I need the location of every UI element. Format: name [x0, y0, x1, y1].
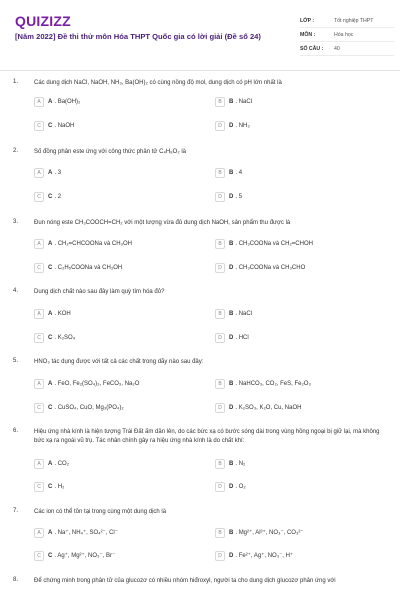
option-b[interactable]: B B . CH₃COONa và CH₂=CHOH [215, 237, 313, 250]
option-letter: C [48, 553, 53, 559]
option-text: K₂SO₃, K₂O, Cu, NaOH [238, 404, 302, 411]
option-letter: B [229, 460, 234, 467]
question-number: 8. [13, 577, 19, 583]
option-box: C [34, 121, 44, 131]
option-box: D [215, 403, 225, 413]
option-letter: A [48, 530, 53, 536]
option-c[interactable]: C C . C₂H₅COONa và CH₃OH [34, 261, 122, 274]
option-d[interactable]: D D . 5 [215, 190, 242, 203]
meta-value: Hóa học [334, 31, 354, 38]
option-box: B [215, 528, 225, 538]
option-b[interactable]: B B . N₂ [215, 457, 245, 470]
option-letter: C [48, 264, 53, 271]
option-box: D [215, 121, 225, 131]
option-d[interactable]: D D . O₂ [215, 480, 246, 493]
option-text: 2 [57, 193, 62, 200]
worksheet-header [0, 0, 400, 62]
question-number: 1. [13, 79, 19, 85]
option-letter: D [229, 553, 234, 559]
option-c[interactable]: C C . CuSO₄, CuO, Mg₃(PO₄)₂ [34, 401, 124, 414]
option-letter: B [229, 310, 234, 317]
option-letter: D [229, 483, 234, 490]
option-a[interactable]: A A . FeO, Fe₂(SO₄)₃, FeCO₃, Na₂O [34, 377, 139, 390]
option-text: NaHCO₃, CO₂, FeS, Fe₂O₃ [238, 380, 311, 387]
option-letter: A [48, 240, 53, 247]
option-c[interactable]: C C . H₂ [34, 480, 64, 493]
meta-label: MÔN : [300, 31, 316, 38]
option-box: C [34, 192, 44, 202]
question-text: Đun nóng este CH₃COOCH=CH₂ với một lượng vừa đủ dung dịch NaOH, sản phẩm thu được là [34, 220, 291, 226]
option-box: B [215, 97, 225, 107]
meta-row-subject [300, 28, 394, 42]
option-b[interactable]: B B . Mg²⁺, Al³⁺, NO₃⁻, CO₃²⁻ [215, 526, 304, 539]
option-letter: B [229, 530, 234, 536]
question-text: Số đồng phân este ứng với công thức phân tử C₄H₈O₂ là [34, 149, 187, 155]
option-c[interactable]: C C . 2 [34, 190, 61, 203]
option-box: A [34, 239, 44, 249]
option-box: B [215, 459, 225, 469]
option-text: H₂ [57, 483, 65, 490]
option-box: C [34, 263, 44, 273]
meta-row-class [300, 14, 394, 28]
option-text: 5 [238, 193, 243, 200]
option-c[interactable]: C C . Ag⁺, Mg²⁺, NO₃⁻, Br⁻ [34, 549, 115, 562]
option-a[interactable]: A A . CO₂ [34, 457, 69, 470]
meta-label: LỚP : [300, 17, 315, 24]
option-text: KOH [57, 310, 71, 317]
option-d[interactable]: D D . NH₃ [215, 119, 250, 132]
option-text: NaCl [238, 310, 253, 317]
question-text: Dung dịch chất nào sau đây làm quỳ tím hóa đỏ? [34, 289, 165, 295]
question-number: 7. [13, 508, 19, 514]
option-text: CH₂=CHCOONa và CH₃OH [57, 240, 132, 247]
option-box: A [34, 379, 44, 389]
option-text: Ag⁺, Mg²⁺, NO₃⁻, Br⁻ [57, 553, 116, 559]
option-box: D [215, 263, 225, 273]
option-letter: C [48, 404, 53, 411]
option-a[interactable]: A A . CH₂=CHCOONa và CH₃OH [34, 237, 132, 250]
option-text: CH₃COONa và CH₂=CHOH [238, 240, 313, 247]
option-d[interactable]: D D . Fe²⁺, Ag⁺, NO₃⁻, H⁺ [215, 549, 293, 562]
question-text: Hiệu ứng nhà kính là hiện tượng Trái Đất ấm dần lên, do các bức xạ có bước sóng dài trong vùng hồng ngoại bị giữ lại, mà không bức xạ ra ngoài vũ trụ. Tác nhân chính gây ra hiệu ứng nhà kính là do chất khí: [34, 429, 380, 444]
option-text: CuSO₄, CuO, Mg₃(PO₄)₂ [57, 404, 124, 411]
option-text: NaCl [238, 98, 253, 105]
option-box: C [34, 333, 44, 343]
option-letter: C [48, 334, 53, 341]
option-b[interactable]: B B . NaCl [215, 95, 252, 108]
option-text: HCl [238, 334, 249, 341]
option-letter: D [229, 334, 234, 341]
option-box: B [215, 239, 225, 249]
option-text: Fe²⁺, Ag⁺, NO₃⁻, H⁺ [238, 553, 294, 559]
option-a[interactable]: A A . 3 [34, 166, 61, 179]
option-box: C [34, 551, 44, 561]
question-number: 4. [13, 288, 19, 294]
worksheet-title: [Năm 2022] Đề thi thử môn Hóa THPT Quốc gia có lời giải (Đề số 24) [15, 32, 261, 41]
option-letter: A [48, 310, 53, 317]
option-letter: A [48, 460, 53, 467]
worksheet-meta [300, 14, 394, 56]
option-box: B [215, 309, 225, 319]
question-number: 6. [13, 428, 19, 434]
question-number: 3. [13, 219, 19, 225]
option-text: C₂H₅COONa và CH₃OH [57, 264, 123, 271]
option-letter: D [229, 193, 234, 200]
option-d[interactable]: D D . HCl [215, 331, 249, 344]
option-text: K₂SO₄ [57, 334, 76, 341]
option-letter: B [229, 169, 234, 176]
option-text: NaOH [57, 122, 75, 129]
option-text: FeO, Fe₂(SO₄)₃, FeCO₃, Na₂O [57, 380, 140, 387]
option-box: C [34, 403, 44, 413]
quizizz-logo: QUIZIZZ [15, 13, 71, 29]
option-letter: B [229, 240, 234, 247]
option-letter: D [229, 122, 234, 129]
option-text: 4 [238, 169, 243, 176]
option-text: Na⁺, NH₄⁺, SO₄²⁻, Cl⁻ [57, 530, 118, 536]
question-text: Các dung dịch NaCl, NaOH, NH₃, Ba(OH)₂ có cùng nồng độ mol, dung dịch có pH lớn nhất là [34, 80, 282, 86]
option-text: CH₃COONa và CH₃CHO [238, 264, 306, 271]
option-box: A [34, 528, 44, 538]
option-letter: B [229, 380, 234, 387]
meta-row-count [300, 42, 394, 56]
option-letter: C [48, 483, 53, 490]
option-b[interactable]: B B . 4 [215, 166, 242, 179]
option-text: N₂ [238, 460, 246, 467]
meta-value: Tốt nghiệp THPT [334, 17, 374, 24]
option-letter: D [229, 404, 234, 411]
option-letter: C [48, 193, 53, 200]
option-box: D [215, 482, 225, 492]
option-box: D [215, 551, 225, 561]
option-text: Ba(OH)₂ [57, 98, 81, 105]
header-divider [0, 70, 400, 71]
option-a[interactable]: A A . KOH [34, 307, 71, 320]
question-text: HNO₃ tác dụng được với tất cả các chất trong dãy nào sau đây: [34, 359, 204, 365]
option-text: 3 [57, 169, 62, 176]
option-text: Mg²⁺, Al³⁺, NO₃⁻, CO₃²⁻ [238, 530, 304, 536]
option-text: NH₃ [238, 122, 250, 129]
option-letter: C [48, 122, 53, 129]
option-c[interactable]: C C . K₂SO₄ [34, 331, 75, 344]
question-number: 2. [13, 148, 19, 154]
question-text: Để chứng minh trong phân tử của glucozơ có nhiều nhóm hiđroxyl, người ta cho dung dịch glucozơ phản ứng với [34, 578, 336, 584]
option-box: A [34, 459, 44, 469]
option-text: CO₂ [57, 460, 70, 467]
option-box: A [34, 168, 44, 178]
option-b[interactable]: B B . NaCl [215, 307, 252, 320]
option-text: O₂ [238, 483, 246, 490]
option-box: D [215, 192, 225, 202]
option-d[interactable]: D D . K₂SO₃, K₂O, Cu, NaOH [215, 401, 301, 414]
meta-value: 40 [334, 45, 340, 52]
option-c[interactable]: C C . NaOH [34, 119, 74, 132]
question-number: 5. [13, 358, 19, 364]
option-letter: D [229, 264, 234, 271]
option-letter: A [48, 380, 53, 387]
option-box: C [34, 482, 44, 492]
option-letter: A [48, 169, 53, 176]
option-d[interactable]: D D . CH₃COONa và CH₃CHO [215, 261, 305, 274]
option-box: B [215, 379, 225, 389]
option-a[interactable]: A A . Na⁺, NH₄⁺, SO₄²⁻, Cl⁻ [34, 526, 118, 539]
option-box: A [34, 97, 44, 107]
option-b[interactable]: B B . NaHCO₃, CO₂, FeS, Fe₂O₃ [215, 377, 311, 390]
meta-label: SỐ CÂU : [300, 45, 324, 52]
option-box: D [215, 333, 225, 343]
option-box: A [34, 309, 44, 319]
option-letter: A [48, 98, 53, 105]
question-text: Các ion có thể tồn tại trong cùng một dung dịch là [34, 509, 167, 515]
option-letter: B [229, 98, 234, 105]
option-box: B [215, 168, 225, 178]
option-a[interactable]: A A . Ba(OH)₂ [34, 95, 80, 108]
